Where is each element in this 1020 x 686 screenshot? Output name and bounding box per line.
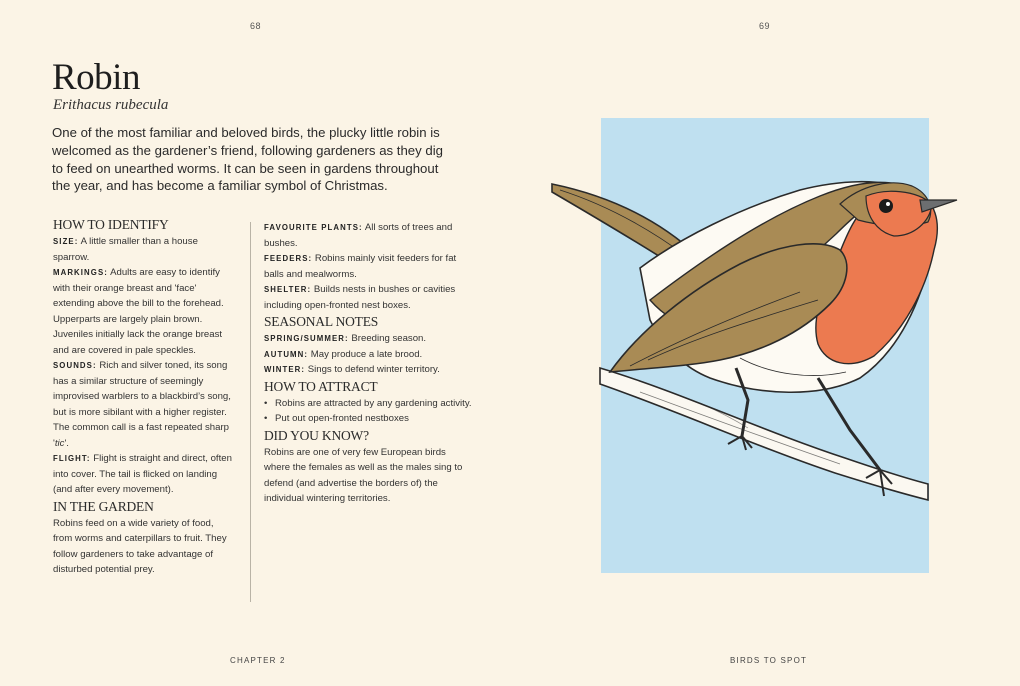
- flight-label: FLIGHT:: [53, 454, 91, 463]
- favourite-plants-text: All sorts of trees and bushes.: [264, 222, 453, 249]
- flight-text: Flight is straight and direct, often into cover. The tail is flicked on landing (and after every movement).: [53, 453, 232, 495]
- markings-text: Adults are easy to identify with their orange breast and 'face' extending above the bill to the forehead. Upperparts are largely plain brown. Juveniles initially lack the orange breast and are covered in pale speckles.: [53, 267, 224, 356]
- did-you-know-heading: DID YOU KNOW?: [264, 427, 369, 443]
- sounds-call: tic: [54, 437, 65, 449]
- winter-label: WINTER:: [264, 365, 306, 374]
- winter-text: Sings to defend winter territory.: [307, 364, 440, 375]
- page-number-right: 69: [759, 21, 771, 31]
- feeders-text: Robins mainly visit feeders for fat balls and mealworms.: [264, 253, 457, 280]
- size-text: A little smaller than a house sparrow.: [53, 236, 198, 263]
- shelter-label: SHELTER:: [264, 285, 312, 294]
- spring-label: SPRING/SUMMER:: [264, 334, 349, 343]
- autumn-label: AUTUMN:: [264, 349, 309, 359]
- size-label: SIZE:: [53, 237, 79, 246]
- latin-name: Erithacus rubecula: [53, 97, 169, 113]
- did-you-know-text: Robins are one of very few European birds where the females as well as the males sing to defend (and advertise the borders of) the individual wintering territories.: [264, 446, 463, 504]
- list-item: • Robins are attracted by any gardening activity.: [264, 396, 474, 412]
- seasonal-notes-heading: SEASONAL NOTES: [264, 314, 379, 329]
- list-item: • Put out open-fronted nestboxes: [264, 411, 474, 427]
- favourite-plants-label: FAVOURITE PLANTS:: [264, 223, 363, 232]
- autumn-text: May produce a late brood.: [310, 348, 423, 360]
- markings-label: MARKINGS:: [53, 268, 108, 277]
- feeders-label: FEEDERS:: [264, 254, 313, 263]
- shelter-text: Builds nests in bushes or cavities including open-fronted nest boxes.: [264, 284, 456, 311]
- garden-text: Robins feed on a wide variety of food, from worms and caterpillars to fruit. They follow gardeners to take advantage of disturbed potential prey.: [53, 517, 227, 575]
- page-number-left: 68: [250, 21, 262, 31]
- sounds-label: SOUNDS:: [53, 361, 97, 370]
- how-to-attract-heading: HOW TO ATTRACT: [264, 378, 378, 394]
- spring-text: Breeding season.: [351, 333, 427, 344]
- footer-section: BIRDS TO SPOT: [730, 656, 808, 665]
- sounds-end: '.: [64, 437, 69, 449]
- in-the-garden-heading: IN THE GARDEN: [53, 498, 154, 514]
- intro-paragraph: One of the most familiar and beloved birds, the plucky little robin is welcomed as the gardener’s friend, following gardeners as they dig to feed on unearthed worms. It can be seen in gardens throughout the year, and has become a familiar symbol of Christmas.: [52, 125, 443, 194]
- page-title: Robin: [52, 57, 140, 98]
- sounds-text: Rich and silver toned, its song has a similar structure of seemingly improvised warblers to a blackbird’s song, but is more sibilant with a higher register. The common call is a fast repeated sharp ': [53, 360, 231, 449]
- footer-chapter: CHAPTER 2: [230, 656, 286, 665]
- how-to-identify-heading: HOW TO IDENTIFY: [53, 217, 169, 232]
- eye-highlight: [886, 202, 890, 206]
- eye: [879, 199, 893, 213]
- beak: [920, 200, 957, 212]
